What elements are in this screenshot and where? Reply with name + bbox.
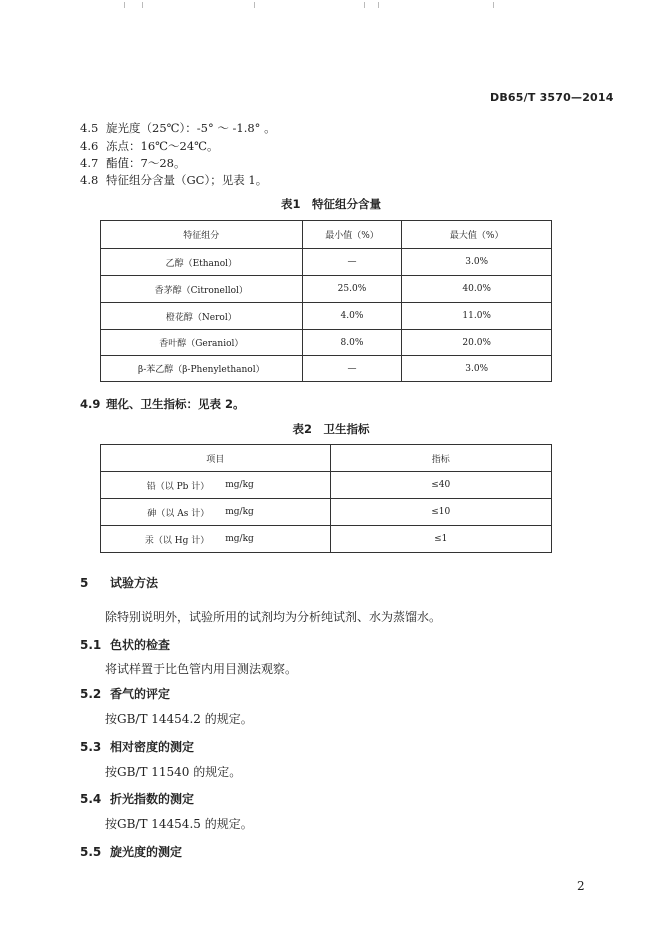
table-row	[101, 356, 552, 382]
table-row	[101, 249, 552, 276]
clause-5-4-heading	[80, 790, 194, 807]
scan-mark	[493, 2, 494, 8]
table1-caption: 表1 特征组分含量	[280, 197, 381, 211]
table-row	[101, 526, 552, 553]
scan-mark	[364, 2, 365, 8]
table-cell: 铅（以 Pb 计）	[101, 472, 216, 499]
table-cell: —	[302, 249, 402, 276]
table-cell: 11.0%	[402, 303, 552, 330]
table2-header-cell: 项目	[101, 445, 331, 472]
clause-number: 4.6	[80, 139, 99, 153]
scan-mark	[378, 2, 379, 8]
table1-header-cell: 最大值（%）	[402, 221, 552, 249]
clause-5-4-body: 按GB/T 14454.5 的规定。	[105, 817, 253, 831]
scan-mark	[254, 2, 255, 8]
clause-5-2-body: 按GB/T 14454.2 的规定。	[105, 712, 253, 726]
table2-header-cell: 指标	[330, 445, 551, 472]
table-cell: 香叶醇（Geraniol）	[101, 330, 303, 356]
table1-header-cell: 最小值（%）	[302, 221, 402, 249]
table-row	[101, 276, 552, 303]
clause-title: 色状的检查	[110, 638, 171, 652]
document-code: DB65/T 3570—2014	[490, 91, 614, 104]
clause-title: 相对密度的测定	[110, 740, 195, 754]
table-cell: 4.0%	[302, 303, 402, 330]
table-cell: mg/kg	[215, 526, 330, 553]
clause-number: 5.5	[80, 845, 102, 859]
clause-number: 5.1	[80, 638, 102, 652]
table-cell: mg/kg	[215, 472, 330, 499]
clause-number: 4.5	[80, 121, 99, 135]
clause-text: 旋光度（25℃）：-5° ～ -1.8° 。	[106, 121, 276, 135]
table-cell: 25.0%	[302, 276, 402, 303]
table-row	[101, 499, 552, 526]
clause-4-9	[80, 396, 245, 412]
clause-text: 酯值：7～28。	[106, 156, 186, 170]
table-cell: ≤10	[330, 499, 551, 526]
table1	[100, 220, 552, 382]
clause-number: 4.9	[80, 397, 101, 411]
clause-text: 冻点：16℃～24℃。	[106, 139, 219, 153]
table-cell: 砷（以 As 计）	[101, 499, 216, 526]
clause-5-2-heading	[80, 685, 170, 702]
section-title: 试验方法	[110, 576, 159, 590]
table-cell: —	[302, 356, 402, 382]
table2	[100, 444, 552, 553]
table-cell: 乙醇（Ethanol）	[101, 249, 303, 276]
table2-caption: 表2 卫生指标	[292, 422, 370, 436]
clause-5-3-body: 按GB/T 11540 的规定。	[105, 765, 242, 779]
clause-number: 4.7	[80, 156, 99, 170]
table-cell: 3.0%	[402, 356, 552, 382]
table2-header-row	[101, 445, 552, 472]
clause-4-6	[80, 138, 219, 154]
clause-title: 香气的评定	[110, 687, 171, 701]
table-cell: ≤1	[330, 526, 551, 553]
scan-mark	[142, 2, 143, 8]
clause-text: 特征组分含量（GC）；见表 1。	[106, 173, 268, 187]
table-cell: ≤40	[330, 472, 551, 499]
table-cell: 8.0%	[302, 330, 402, 356]
clause-number: 4.8	[80, 173, 99, 187]
section-number: 5	[80, 576, 89, 590]
clause-5-1-body: 将试样置于比色管内用目测法观察。	[105, 662, 298, 676]
table1-header-row	[101, 221, 552, 249]
clause-5-3-heading	[80, 738, 194, 755]
table-row	[101, 330, 552, 356]
clause-number: 5.3	[80, 740, 102, 754]
table-row	[101, 303, 552, 330]
clause-4-7	[80, 155, 185, 171]
clause-5-1-heading	[80, 636, 170, 653]
clause-text: 理化、卫生指标：见表 2。	[106, 397, 245, 411]
table-cell: 橙花醇（Nerol）	[101, 303, 303, 330]
clause-title: 旋光度的测定	[110, 845, 183, 859]
table-row	[101, 472, 552, 499]
page-number: 2	[577, 879, 585, 893]
table-cell: mg/kg	[215, 499, 330, 526]
table-cell: 汞（以 Hg 计）	[101, 526, 216, 553]
section-5-heading	[80, 574, 158, 591]
clause-title: 折光指数的测定	[110, 792, 195, 806]
table-cell: 20.0%	[402, 330, 552, 356]
table-cell: 40.0%	[402, 276, 552, 303]
section-5-intro: 除特别说明外，试验所用的试剂均为分析纯试剂、水为蒸馏水。	[105, 610, 442, 624]
table-cell: β-苯乙醇（β-Phenylethanol）	[101, 356, 303, 382]
table-cell: 3.0%	[402, 249, 552, 276]
table-cell: 香茅醇（Citronellol）	[101, 276, 303, 303]
table1-header-cell: 特征组分	[101, 221, 303, 249]
clause-number: 5.2	[80, 687, 102, 701]
scan-mark	[124, 2, 125, 8]
clause-4-5	[80, 120, 276, 136]
clause-4-8	[80, 172, 267, 188]
clause-number: 5.4	[80, 792, 102, 806]
clause-5-5-heading	[80, 843, 182, 860]
